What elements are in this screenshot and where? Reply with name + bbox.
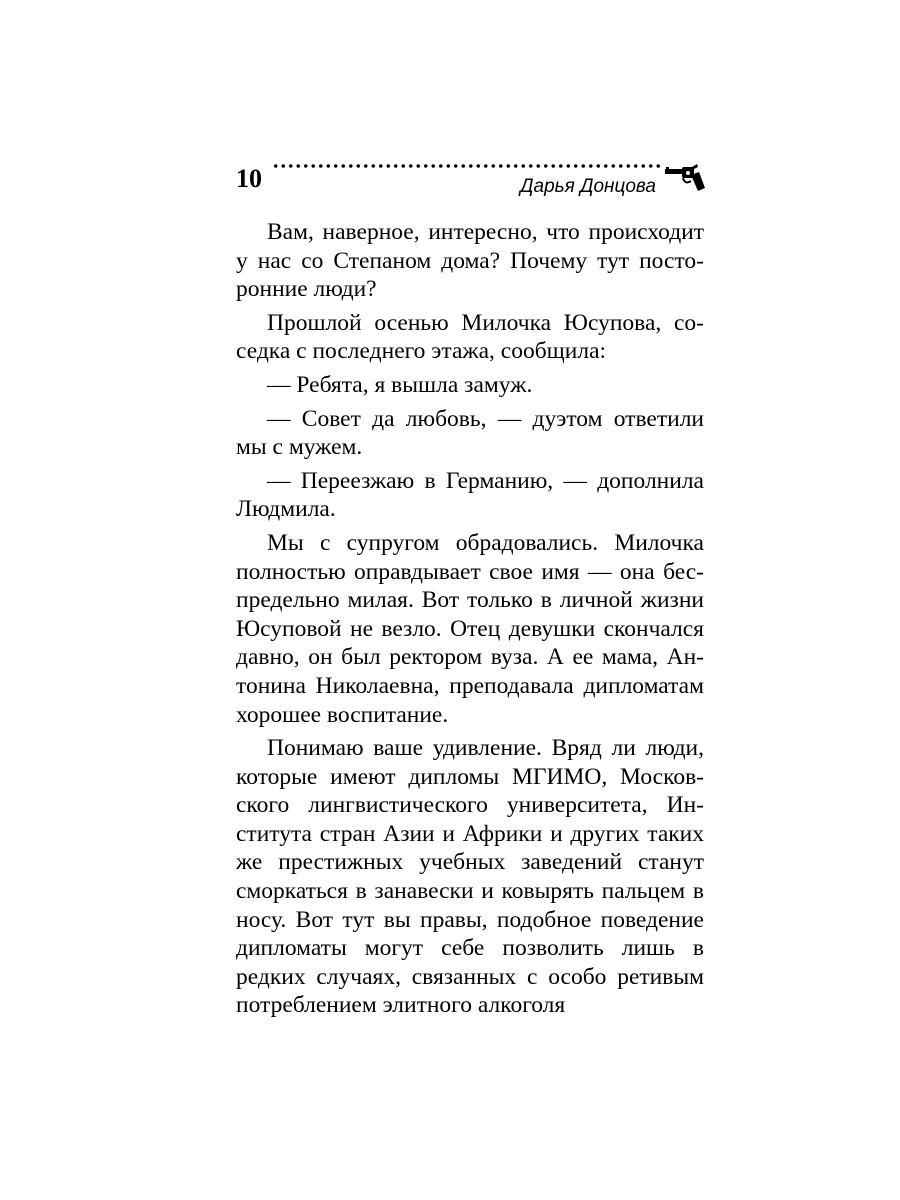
dialogue-line-1: — Ребята, я вышла замуж. [267, 371, 533, 398]
dialogue-line-3: — Переезжаю в Германию, — дополнила Людмила. [236, 467, 704, 523]
dialogue-line-2: — Совет да любовь, — дуэтом ответили мы с мужем. [236, 405, 704, 461]
main-text [236, 218, 704, 1025]
paragraph-3: Мы с супругом обрадовались. Милочка полностью оправдывает свое имя — она беспредельно милая. Вот только в личной жизни Юсуповой не везло. Отец девушки скончался давно, он был ректором вуза. А ее мама, Антонина Николаевна, преподавала дипломатам хорошее воспитание. [236, 529, 704, 728]
running-header [236, 160, 706, 206]
dotted-rule [272, 163, 664, 169]
revolver-icon [664, 164, 706, 192]
author-name: Дарья Донцова [520, 176, 656, 197]
paragraph-4: Понимаю ваше удивление. Вряд ли люди, которые имеют дипломы МГИМО, Московского лингвистического университета, Института стран Азии и Африки и других таких же престижных учебных заведений станут сморкаться в занавески и ковырять пальцем в носу. Вот тут вы правы, подобное поведение дипломаты могут себе позволить лишь в редких случаях, связанных с особо ретивым потреблением элитного алкоголя [236, 735, 704, 1019]
page-number: 10 [236, 164, 262, 193]
paragraph-2: Прошлой осенью Милочка Юсупова, соседка с последнего этажа, сообщила: [236, 309, 704, 365]
paragraph-1: Вам, наверное, интересно, что происходит у нас со Степаном дома? Почему тут посторонние люди? [236, 219, 704, 303]
